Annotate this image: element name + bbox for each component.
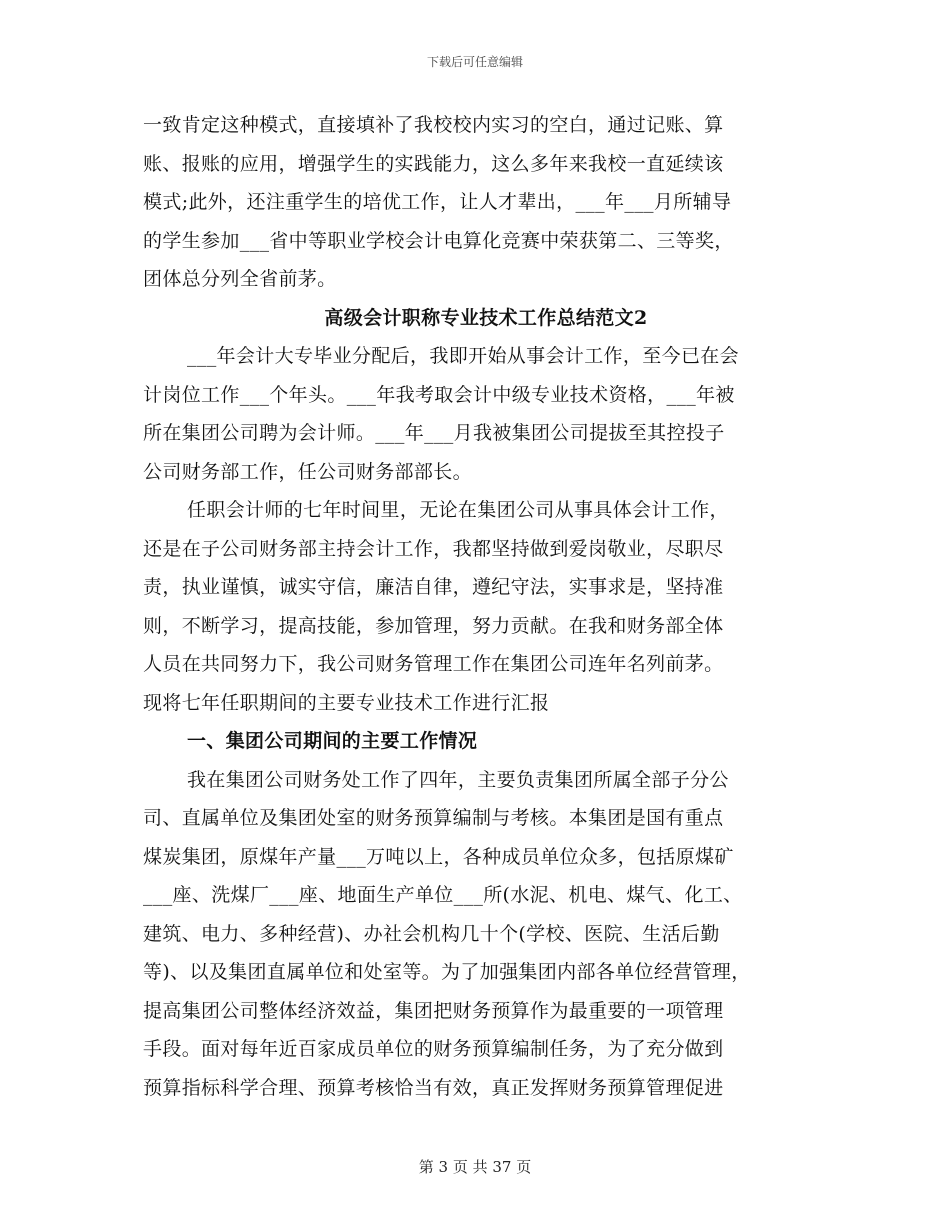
paragraph-line: 提高集团公司整体经济效益，集团把财务预算作为最重要的一项管理	[143, 999, 724, 1022]
paragraph-line: 任职会计师的七年时间里，无论在集团公司从事具体会计工作，	[187, 499, 729, 521]
paragraph-line: 账、报账的应用，增强学生的实践能力，这么多年来我校一直延续该	[143, 152, 724, 175]
paragraph-line: 等)、以及集团直属单位和处室等。为了加强集团内部各单位经营管理，	[143, 961, 751, 983]
paragraph-line: 责，执业谨慎，诚实守信，廉洁自律，遵纪守法，实事求是，坚持准	[143, 576, 724, 598]
paragraph-line: 所在集团公司聘为会计师。___年___月我被集团公司提拔至其控投子	[143, 422, 725, 444]
paragraph-line: 模式;此外，还注重学生的培优工作，让人才辈出，___年___月所辅导	[143, 191, 732, 213]
paragraph-line: ___年会计大专毕业分配后，我即开始从事会计工作，至今已在会	[187, 345, 740, 367]
paragraph-line: 的学生参加___省中等职业学校会计电算化竞赛中荣获第二、三等奖，	[143, 229, 734, 252]
paragraph-line: 公司财务部工作，任公司财务部部长。	[143, 460, 472, 483]
paragraph-line: 我在集团公司财务处工作了四年，主要负责集团所属全部子分公	[187, 768, 729, 791]
paragraph-line: 手段。面对每年近百家成员单位的财务预算编制任务，为了充分做到	[143, 1038, 724, 1060]
page-number: 第 3 页 共 37 页	[418, 1158, 532, 1176]
page-header-note: 下载后可任意编辑	[426, 55, 523, 69]
paragraph-line: 建筑、电力、多种经营)、办社会机构几十个(学校、医院、生活后勤	[143, 922, 720, 945]
paragraph-line: 煤炭集团，原煤年产量___万吨以上，各种成员单位众多，包括原煤矿	[143, 845, 734, 868]
paragraph-line: 司、直属单位及集团处室的财务预算编制与考核。本集团是国有重点	[143, 807, 724, 829]
paragraph-line: 预算指标科学合理、预算考核恰当有效，真正发挥财务预算管理促进	[143, 1076, 724, 1099]
paragraph-line: 还是在子公司财务部主持会计工作，我都坚持做到爱岗敬业，尽职尽	[143, 537, 724, 560]
paragraph-line: 则，不断学习，提高技能，参加管理，努力贡献。在我和财务部全体	[143, 614, 724, 637]
paragraph-line: 人员在共同努力下，我公司财务管理工作在集团公司连年名列前茅。	[143, 653, 724, 675]
paragraph-line: ___座、洗煤厂___座、地面生产单位___所(水泥、机电、煤气、化工、	[143, 884, 743, 906]
paragraph-line: 现将七年任职期间的主要专业技术工作进行汇报	[143, 691, 550, 714]
paragraph-line: 计岗位工作___个年头。___年我考取会计中级专业技术资格，___年被	[143, 383, 735, 406]
section-heading: 一、集团公司期间的主要工作情况	[187, 730, 478, 752]
section-title: 高级会计职称专业技术工作总结范文2	[324, 306, 648, 329]
paragraph-line: 团体总分列全省前茅。	[143, 268, 337, 290]
document-body	[143, 106, 815, 1107]
paragraph-line: 一致肯定这种模式，直接填补了我校校内实习的空白，通过记账、算	[143, 114, 724, 136]
